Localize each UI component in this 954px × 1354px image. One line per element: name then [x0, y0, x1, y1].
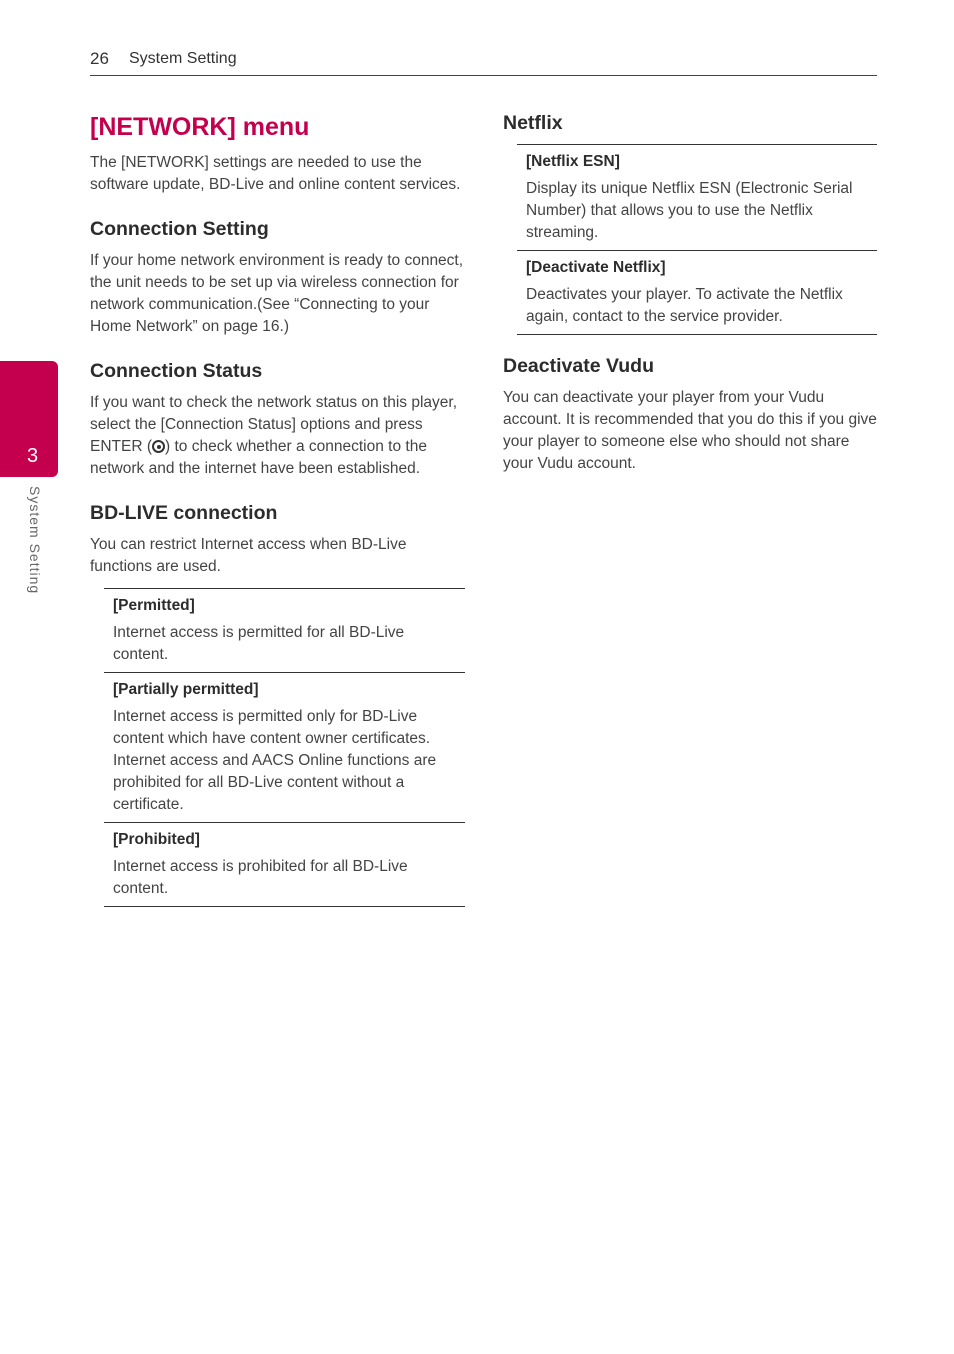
option-title: [Netflix ESN] — [526, 153, 620, 170]
right-column — [503, 110, 877, 475]
option-row-permitted — [104, 589, 465, 672]
option-title: [Deactivate Netflix] — [526, 259, 666, 276]
netflix-options-table — [517, 144, 877, 335]
option-row-deactivate-netflix — [517, 250, 877, 334]
bdlive-options-table — [104, 588, 465, 907]
connection-setting-heading: Connection Setting — [90, 218, 269, 240]
option-description: Display its unique Netflix ESN (Electronic Serial Number) that allows you to use the Netflix streaming. — [526, 180, 853, 241]
option-title: [Prohibited] — [113, 831, 200, 848]
page-title: [NETWORK] menu — [90, 113, 310, 141]
option-title: [Permitted] — [113, 597, 195, 614]
left-column — [90, 110, 465, 907]
option-description: Internet access is prohibited for all BD-Live content. — [113, 858, 408, 897]
page-header — [90, 47, 877, 76]
deactivate-vudu-body: You can deactivate your player from your Vudu account. It is recommended that you do this if you give your player to someone else who should not share your Vudu account. — [503, 389, 877, 472]
netflix-heading: Netflix — [503, 112, 563, 134]
chapter-number: 3 — [27, 445, 39, 467]
option-row-netflix-esn — [517, 145, 877, 250]
chapter-side-label: System Setting — [27, 486, 43, 595]
option-row-prohibited — [104, 822, 465, 906]
option-description: Internet access is permitted only for BD-Live content which have content owner certificates. Internet access and AACS Online functions are prohibited for all BD-Live content without a certificate. — [113, 708, 437, 813]
connection-status-heading: Connection Status — [90, 360, 263, 382]
header-section-title: System Setting — [129, 50, 237, 67]
page-number: 26 — [90, 49, 109, 68]
option-description: Internet access is permitted for all BD-Live content. — [113, 624, 405, 663]
connection-status-text-1: If you want to check the network status on this player, select the [Connection Status] options and press ENTER ( — [90, 394, 458, 455]
bdlive-heading: BD-LIVE connection — [90, 502, 278, 524]
option-row-partially-permitted — [104, 672, 465, 822]
connection-status-text-2: ) to check whether a connection to the network and the internet have been established. — [90, 438, 427, 477]
connection-status-body — [90, 392, 465, 480]
intro-paragraph: The [NETWORK] settings are needed to use the software update, BD-Live and online content services. — [90, 154, 461, 193]
deactivate-vudu-heading: Deactivate Vudu — [503, 355, 654, 377]
connection-setting-body: If your home network environment is ready to connect, the unit needs to be set up via wireless connection for network communication.(See “Connecting to your Home Network” on page 16.) — [90, 252, 464, 335]
chapter-tab — [0, 361, 58, 477]
option-description: Deactivates your player. To activate the Netflix again, contact to the service provider. — [526, 286, 843, 325]
option-title: [Partially permitted] — [113, 681, 259, 698]
bdlive-body: You can restrict Internet access when BD-Live functions are used. — [90, 536, 407, 575]
enter-button-icon — [152, 440, 165, 453]
